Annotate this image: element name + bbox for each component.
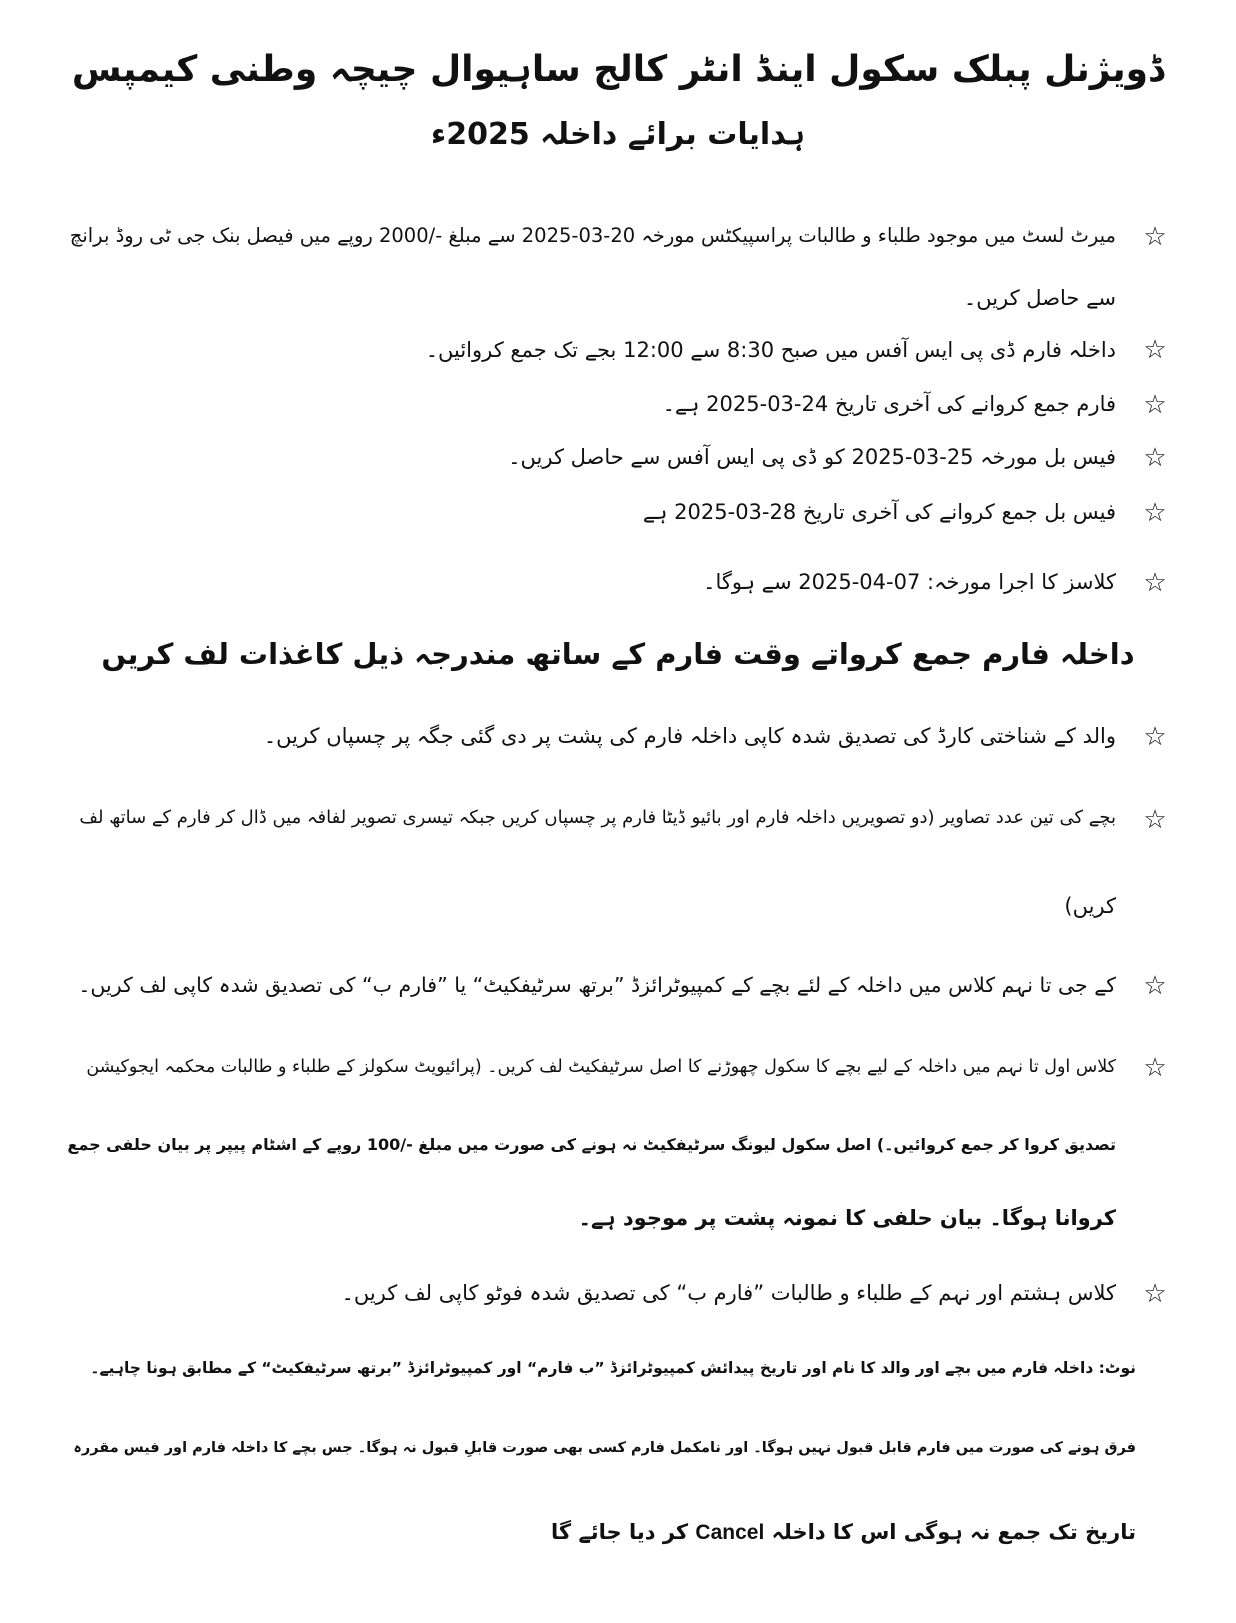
cancel-word: Cancel: [695, 1521, 765, 1544]
note-line: فرق ہونے کی صورت میں فارم قابل قبول نہیں ہوگا۔ اور نامکمل فارم کسی بھی صورت قابلِ قبول نہ ہوگا۔ جس بچے کا داخلہ فارم اور فیس مقررہ: [73, 1440, 1136, 1456]
document-line: بچے کی تین عدد تصاویر (دو تصویریں داخلہ فارم اور بائیو ڈیٹا فارم پر چسپاں کریں جبکہ تیسری تصویر لفافہ میں ڈال کر فارم کے ساتھ لف: [79, 807, 1116, 828]
page-title: ڈویژنل پبلک سکول اینڈ انٹر کالج ساہیوال چیچہ وطنی کیمپس: [71, 49, 1165, 90]
note-last-line: [60, 1512, 1136, 1553]
note-line: نوٹ: داخلہ فارم میں بچے اور والد کا نام اور تاریخ پیدائش کمپیوٹرائزڈ ”ب فارم“ اور کمپیوٹرائزڈ ”برتھ سرٹیفکیٹ“ کے مطابق ہونا چاہیے۔: [90, 1359, 1136, 1377]
page-subtitle: ہدایات برائے داخلہ 2025ء: [430, 117, 806, 152]
star-icon: ☆: [1143, 443, 1167, 473]
document-line: کلاس ہشتم اور نہم کے طلباء و طالبات ”فارم ب“ کی تصدیق شدہ فوٹو کاپی لف کریں۔: [341, 1281, 1116, 1305]
instruction-line: فیس بل مورخہ 25-03-2025 کو ڈی پی ایس آفس سے حاصل کریں۔: [508, 445, 1116, 469]
instruction-line: میرٹ لسٹ میں موجود طلباء و طالبات پراسپیکٹس مورخہ 20-03-2025 سے مبلغ -/2000 روپے میں فیصل بنک جی ٹی روڈ برانچ: [69, 224, 1116, 247]
star-icon: ☆: [1143, 722, 1167, 752]
documents-heading: داخلہ فارم جمع کرواتے وقت فارم کے ساتھ مندرجہ ذیل کاغذات لف کریں: [101, 637, 1135, 671]
document-line: کے جی تا نہم کلاس میں داخلہ کے لئے بچے کے کمپیوٹرائزڈ ”برتھ سرٹیفکیٹ“ یا ”فارم ب“ کی تصدیق شدہ کاپی لف کریں۔: [78, 973, 1116, 997]
star-icon: ☆: [1143, 971, 1167, 1001]
instruction-line: سے حاصل کریں۔: [963, 286, 1116, 310]
star-icon: ☆: [1143, 498, 1167, 528]
document-line: کلاس اول تا نہم میں داخلہ کے لیے بچے کا سکول چھوڑنے کا اصل سرٹیفکیٹ لف کریں۔ (پرائیویٹ سکولز کے طلباء و طالبات محکمہ ایجوکیشن: [86, 1057, 1116, 1077]
instruction-line: داخلہ فارم ڈی پی ایس آفس میں صبح 8:30 سے 12:00 بجے تک جمع کروائیں۔: [425, 338, 1116, 362]
star-icon: ☆: [1143, 805, 1167, 835]
instruction-line: فارم جمع کروانے کی آخری تاریخ 24-03-2025 ہے۔: [662, 392, 1116, 416]
star-icon: ☆: [1143, 1279, 1167, 1309]
instruction-line: کلاسز کا اجرا مورخہ: 07-04-2025 سے ہوگا۔: [703, 570, 1116, 594]
star-icon: ☆: [1143, 222, 1167, 252]
star-icon: ☆: [1143, 390, 1167, 420]
note-text-after: کر دیا جائے گا: [551, 1520, 689, 1544]
instruction-line: فیس بل جمع کروانے کی آخری تاریخ 28-03-2025 ہے: [642, 500, 1116, 524]
note-text-before: تاریخ تک جمع نہ ہوگی اس کا داخلہ: [771, 1520, 1136, 1544]
document-line: تصدیق کروا کر جمع کروائیں۔) اصل سکول لیونگ سرٹیفکیٹ نہ ہونے کی صورت میں مبلغ -/100 روپے کے اشٹام پیپر پر بیان حلفی جمع: [67, 1135, 1116, 1154]
document-line: کریں): [1064, 894, 1116, 918]
star-icon: ☆: [1143, 335, 1167, 365]
document-line: والد کے شناختی کارڈ کی تصدیق شدہ کاپی داخلہ فارم کی پشت پر دی گئی جگہ پر چسپاں کریں۔: [263, 724, 1116, 748]
star-icon: ☆: [1143, 1053, 1167, 1083]
document-line: کروانا ہوگا۔ بیان حلفی کا نمونہ پشت پر موجود ہے۔: [578, 1206, 1116, 1230]
star-icon: ☆: [1143, 568, 1167, 598]
